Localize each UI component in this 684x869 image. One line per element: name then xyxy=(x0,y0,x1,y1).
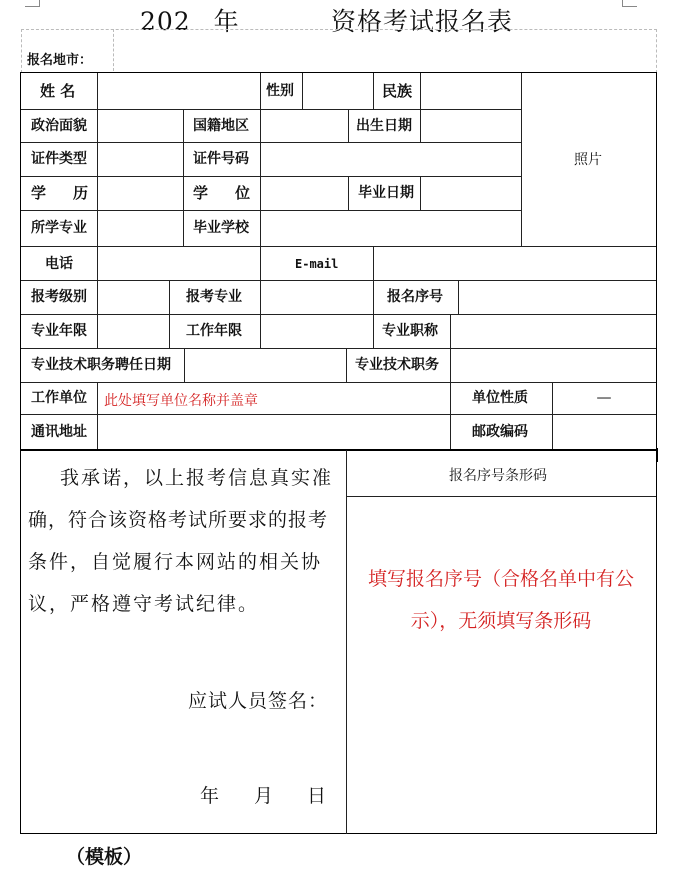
postcode-field[interactable] xyxy=(553,415,656,449)
template-label: （模板） xyxy=(66,846,143,868)
label-apply-seq: 报名序号 xyxy=(387,289,443,305)
apply-major-field[interactable] xyxy=(261,281,373,314)
label-school: 毕业学校 xyxy=(193,220,249,236)
label-tech-post: 专业技术职务 xyxy=(355,357,439,373)
barcode-note-line-2: 示），无须填写条形码 xyxy=(410,610,592,632)
graduation-date-field[interactable] xyxy=(421,177,521,210)
phone-field[interactable] xyxy=(98,247,260,280)
margin-tick xyxy=(656,448,658,462)
registration-city-field[interactable] xyxy=(114,30,654,70)
unit-type-field[interactable]: — xyxy=(596,388,612,406)
employer-field[interactable]: 此处填写单位名称并盖章 xyxy=(104,393,258,409)
political-field[interactable] xyxy=(98,110,183,142)
apply-level-field[interactable] xyxy=(98,281,169,314)
label-work-years: 工作年限 xyxy=(186,323,242,339)
form-title: 资格考试报名表 xyxy=(331,7,514,36)
gender-field[interactable] xyxy=(303,74,373,109)
label-apply-level: 报考级别 xyxy=(31,289,87,305)
label-major: 所学专业 xyxy=(31,220,87,236)
ethnicity-field[interactable] xyxy=(421,74,521,109)
birthdate-field[interactable] xyxy=(421,110,521,142)
prof-years-field[interactable] xyxy=(98,315,169,348)
pledge-line-2: 确，符合该资格考试所要求的报考 xyxy=(28,509,329,531)
label-education-1: 学 xyxy=(31,184,47,202)
label-birthdate: 出生日期 xyxy=(356,118,412,134)
label-degree-2: 位 xyxy=(235,184,251,202)
label-employer: 工作单位 xyxy=(31,390,87,406)
pledge-line-1: 我承诺，以上报考信息真实准 xyxy=(60,467,334,489)
id-type-field[interactable] xyxy=(98,143,183,176)
signature-label: 应试人员签名： xyxy=(188,690,329,712)
label-degree-1: 学 xyxy=(193,184,209,202)
degree-field[interactable] xyxy=(261,177,348,210)
year-suffix: 年 xyxy=(213,7,240,36)
label-political: 政治面貌 xyxy=(31,118,87,134)
label-appoint-date: 专业技术职务聘任日期 xyxy=(31,357,171,373)
pledge-text xyxy=(28,457,346,625)
corner-mark-left xyxy=(25,0,40,7)
nationality-field[interactable] xyxy=(261,110,348,142)
prof-title-field[interactable] xyxy=(451,315,656,348)
barcode-note xyxy=(348,558,654,642)
label-prof-title: 专业职称 xyxy=(382,323,438,339)
barcode-area[interactable] xyxy=(347,497,656,833)
label-ethnicity: 民族 xyxy=(382,82,413,100)
education-field[interactable] xyxy=(98,177,183,210)
name-field[interactable] xyxy=(98,74,260,109)
label-phone: 电话 xyxy=(45,256,73,272)
pledge-line-3: 条件，自觉履行本网站的相关协 xyxy=(28,551,323,573)
barcode-header: 报名序号条形码 xyxy=(449,468,547,484)
address-field[interactable] xyxy=(98,415,450,449)
label-id-type: 证件类型 xyxy=(31,151,87,167)
appoint-date-field[interactable] xyxy=(185,349,346,382)
label-nationality: 国籍地区 xyxy=(193,118,249,134)
label-address: 通讯地址 xyxy=(31,424,87,440)
label-postcode: 邮政编码 xyxy=(472,424,528,440)
major-field[interactable] xyxy=(98,211,183,246)
work-years-field[interactable] xyxy=(261,315,373,348)
label-name: 姓 名 xyxy=(40,82,76,100)
tech-post-field[interactable] xyxy=(451,349,656,382)
date-day-label: 日 xyxy=(307,785,327,807)
label-apply-major: 报考专业 xyxy=(186,289,242,305)
corner-mark-right xyxy=(622,0,637,7)
date-month-label: 月 xyxy=(254,785,274,807)
label-unit-type: 单位性质 xyxy=(472,390,528,406)
registration-city-label: 报名地市： xyxy=(27,53,93,68)
id-number-field[interactable] xyxy=(261,143,521,176)
barcode-note-line-1: 填写报名序号（合格名单中有公 xyxy=(367,568,634,590)
email-field[interactable] xyxy=(374,247,656,280)
photo-area[interactable] xyxy=(522,74,656,246)
signature-field[interactable] xyxy=(190,715,340,755)
label-photo: 照片 xyxy=(574,152,602,168)
pledge-line-4: 议，严格遵守考试纪律。 xyxy=(28,593,260,615)
label-graduation-date: 毕业日期 xyxy=(358,185,414,201)
label-prof-years: 专业年限 xyxy=(31,323,87,339)
label-id-number: 证件号码 xyxy=(193,151,249,167)
label-education-2: 历 xyxy=(73,184,89,202)
apply-seq-field[interactable] xyxy=(459,281,656,314)
label-gender: 性别 xyxy=(266,83,294,99)
label-email: E-mail xyxy=(295,257,339,271)
school-field[interactable] xyxy=(261,211,521,246)
date-year-label: 年 xyxy=(200,785,220,807)
year-value: 202 xyxy=(140,7,191,36)
